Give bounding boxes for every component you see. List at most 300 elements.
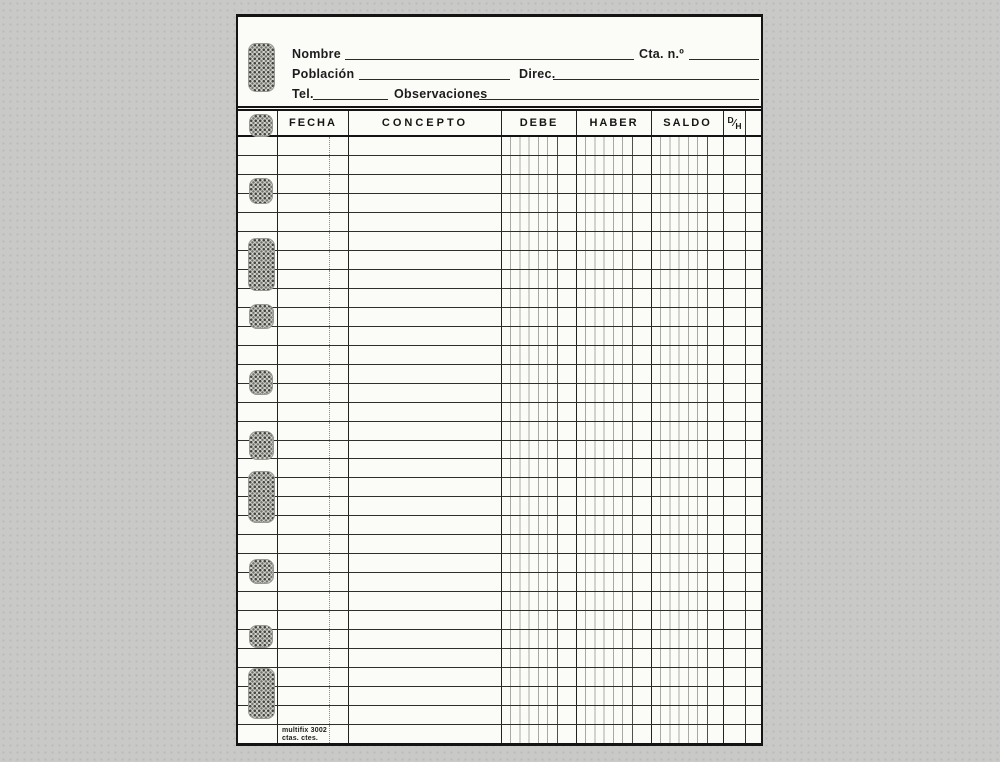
dh-cell bbox=[724, 573, 746, 591]
fecha-month-cell bbox=[330, 137, 349, 155]
observaciones-label: Observaciones bbox=[394, 87, 488, 101]
right-margin-cell bbox=[746, 668, 761, 686]
fecha-day-cell bbox=[278, 497, 330, 515]
saldo-cell bbox=[652, 270, 724, 288]
fecha-month-cell bbox=[330, 611, 349, 629]
debe-cell bbox=[502, 592, 577, 610]
haber-cell bbox=[577, 289, 652, 307]
dh-cell bbox=[724, 289, 746, 307]
fecha-day-cell bbox=[278, 649, 330, 667]
ledger-header-row bbox=[238, 106, 761, 137]
concepto-cell bbox=[349, 649, 502, 667]
cta-num-label: Cta. n.º bbox=[639, 47, 685, 61]
fecha-day-cell bbox=[278, 137, 330, 155]
fecha-day-cell bbox=[278, 554, 330, 572]
saldo-cell bbox=[652, 592, 724, 610]
dh-d-label: D bbox=[727, 115, 734, 125]
saldo-cell bbox=[652, 497, 724, 515]
debe-cell bbox=[502, 346, 577, 364]
fecha-month-cell bbox=[330, 725, 349, 743]
saldo-cell bbox=[652, 194, 724, 212]
punch-hole-icon bbox=[248, 668, 275, 719]
concepto-cell bbox=[349, 554, 502, 572]
fecha-month-cell bbox=[330, 251, 349, 269]
cta-num-line bbox=[689, 47, 759, 60]
dh-cell bbox=[724, 137, 746, 155]
debe-cell bbox=[502, 649, 577, 667]
ledger-sheet bbox=[236, 14, 763, 746]
punch-hole-icon bbox=[249, 559, 274, 584]
saldo-cell bbox=[652, 137, 724, 155]
debe-cell bbox=[502, 668, 577, 686]
haber-cell bbox=[577, 308, 652, 326]
ledger-row bbox=[238, 422, 761, 441]
concepto-cell bbox=[349, 327, 502, 345]
concepto-column-header: CONCEPTO bbox=[349, 111, 502, 135]
concepto-cell bbox=[349, 384, 502, 402]
fecha-day-cell bbox=[278, 516, 330, 534]
punch-hole-icon bbox=[248, 43, 275, 92]
debe-column-header: DEBE bbox=[502, 111, 577, 135]
fecha-month-cell bbox=[330, 156, 349, 174]
right-margin-cell bbox=[746, 649, 761, 667]
haber-cell bbox=[577, 573, 652, 591]
right-margin-cell bbox=[746, 706, 761, 724]
fecha-month-cell bbox=[330, 270, 349, 288]
saldo-cell bbox=[652, 649, 724, 667]
concepto-cell bbox=[349, 422, 502, 440]
haber-cell bbox=[577, 668, 652, 686]
saldo-cell bbox=[652, 365, 724, 383]
saldo-cell bbox=[652, 289, 724, 307]
haber-cell bbox=[577, 459, 652, 477]
punch-hole-icon bbox=[248, 238, 275, 291]
saldo-column-header: SALDO bbox=[652, 111, 724, 135]
right-margin-cell bbox=[746, 403, 761, 421]
dh-cell bbox=[724, 175, 746, 193]
dh-cell bbox=[724, 535, 746, 553]
ledger-row bbox=[238, 649, 761, 668]
ledger-row bbox=[238, 687, 761, 706]
fecha-day-cell bbox=[278, 308, 330, 326]
saldo-cell bbox=[652, 630, 724, 648]
ledger-row bbox=[238, 365, 761, 384]
concepto-cell bbox=[349, 668, 502, 686]
saldo-cell bbox=[652, 441, 724, 459]
debe-cell bbox=[502, 630, 577, 648]
ledger-row bbox=[238, 213, 761, 232]
fecha-month-cell bbox=[330, 194, 349, 212]
debe-cell bbox=[502, 232, 577, 250]
dh-cell bbox=[724, 403, 746, 421]
haber-cell bbox=[577, 725, 652, 743]
fecha-column-header: FECHA bbox=[278, 111, 349, 135]
hole-margin-cell bbox=[238, 327, 278, 345]
dh-cell bbox=[724, 668, 746, 686]
form-model-type: ctas. ctes. bbox=[282, 735, 319, 743]
debe-cell bbox=[502, 175, 577, 193]
form-reference-note bbox=[278, 725, 330, 743]
right-margin-cell bbox=[746, 251, 761, 269]
ledger-row bbox=[238, 630, 761, 649]
concepto-cell bbox=[349, 137, 502, 155]
dh-cell bbox=[724, 327, 746, 345]
concepto-cell bbox=[349, 156, 502, 174]
fecha-day-cell bbox=[278, 422, 330, 440]
haber-cell bbox=[577, 611, 652, 629]
haber-cell bbox=[577, 137, 652, 155]
concepto-cell bbox=[349, 630, 502, 648]
ledger-row bbox=[238, 459, 761, 478]
fecha-day-cell bbox=[278, 384, 330, 402]
concepto-cell bbox=[349, 175, 502, 193]
fecha-day-cell bbox=[278, 668, 330, 686]
fecha-month-cell bbox=[330, 327, 349, 345]
debe-cell bbox=[502, 365, 577, 383]
fecha-month-cell bbox=[330, 668, 349, 686]
hole-margin-cell bbox=[238, 403, 278, 421]
fecha-day-cell bbox=[278, 194, 330, 212]
concepto-cell bbox=[349, 213, 502, 231]
hole-margin-cell bbox=[238, 535, 278, 553]
concepto-cell bbox=[349, 194, 502, 212]
saldo-cell bbox=[652, 251, 724, 269]
fecha-day-cell bbox=[278, 251, 330, 269]
haber-cell bbox=[577, 327, 652, 345]
dh-cell bbox=[724, 611, 746, 629]
poblacion-label: Población bbox=[292, 67, 355, 81]
debe-cell bbox=[502, 725, 577, 743]
haber-cell bbox=[577, 213, 652, 231]
ledger-row bbox=[238, 403, 761, 422]
right-margin-cell bbox=[746, 441, 761, 459]
fecha-day-cell bbox=[278, 478, 330, 496]
debe-cell bbox=[502, 422, 577, 440]
form-model-number: multifix 3002 bbox=[282, 727, 328, 735]
dh-cell bbox=[724, 706, 746, 724]
saldo-cell bbox=[652, 725, 724, 743]
dh-cell bbox=[724, 441, 746, 459]
hole-margin-cell bbox=[238, 346, 278, 364]
haber-cell bbox=[577, 251, 652, 269]
saldo-cell bbox=[652, 611, 724, 629]
right-margin-cell bbox=[746, 213, 761, 231]
concepto-cell bbox=[349, 403, 502, 421]
debe-cell bbox=[502, 194, 577, 212]
right-margin-cell bbox=[746, 516, 761, 534]
ledger-row bbox=[238, 384, 761, 403]
concepto-cell bbox=[349, 232, 502, 250]
saldo-cell bbox=[652, 175, 724, 193]
ledger-row bbox=[238, 497, 761, 516]
debe-cell bbox=[502, 573, 577, 591]
concepto-cell bbox=[349, 308, 502, 326]
ledger-row bbox=[238, 516, 761, 535]
ledger-row bbox=[238, 308, 761, 327]
dh-cell bbox=[724, 365, 746, 383]
concepto-cell bbox=[349, 289, 502, 307]
saldo-cell bbox=[652, 213, 724, 231]
dh-slash: ⁄ bbox=[733, 117, 736, 129]
debe-cell bbox=[502, 441, 577, 459]
concepto-cell bbox=[349, 441, 502, 459]
haber-cell bbox=[577, 592, 652, 610]
concepto-cell bbox=[349, 478, 502, 496]
hole-margin-cell bbox=[238, 137, 278, 155]
fecha-day-cell bbox=[278, 611, 330, 629]
fecha-month-cell bbox=[330, 232, 349, 250]
ledger-row bbox=[238, 289, 761, 308]
ledger-body bbox=[238, 137, 761, 743]
dh-cell bbox=[724, 649, 746, 667]
concepto-cell bbox=[349, 725, 502, 743]
saldo-cell bbox=[652, 384, 724, 402]
saldo-cell bbox=[652, 573, 724, 591]
haber-cell bbox=[577, 630, 652, 648]
debe-cell bbox=[502, 156, 577, 174]
punch-hole-icon bbox=[248, 471, 275, 523]
dh-h-label: H bbox=[735, 121, 742, 131]
right-margin-cell bbox=[746, 687, 761, 705]
right-margin-cell bbox=[746, 535, 761, 553]
fecha-month-cell bbox=[330, 535, 349, 553]
fecha-day-cell bbox=[278, 270, 330, 288]
ledger-row bbox=[238, 478, 761, 497]
debe-cell bbox=[502, 137, 577, 155]
concepto-cell bbox=[349, 459, 502, 477]
haber-cell bbox=[577, 232, 652, 250]
right-margin-cell bbox=[746, 232, 761, 250]
dh-cell bbox=[724, 384, 746, 402]
fecha-month-cell bbox=[330, 630, 349, 648]
debe-cell bbox=[502, 478, 577, 496]
haber-cell bbox=[577, 554, 652, 572]
saldo-cell bbox=[652, 232, 724, 250]
fecha-day-cell bbox=[278, 156, 330, 174]
ledger-row bbox=[238, 232, 761, 251]
right-margin-cell bbox=[746, 611, 761, 629]
tel-line bbox=[313, 87, 388, 100]
debe-cell bbox=[502, 459, 577, 477]
debe-cell bbox=[502, 251, 577, 269]
debe-cell bbox=[502, 497, 577, 515]
poblacion-line bbox=[359, 67, 510, 80]
right-margin-cell bbox=[746, 137, 761, 155]
fecha-day-cell bbox=[278, 232, 330, 250]
dh-cell bbox=[724, 422, 746, 440]
haber-cell bbox=[577, 422, 652, 440]
dh-cell bbox=[724, 156, 746, 174]
fecha-month-cell bbox=[330, 649, 349, 667]
concepto-cell bbox=[349, 365, 502, 383]
ledger-row bbox=[238, 535, 761, 554]
debe-cell bbox=[502, 554, 577, 572]
concepto-cell bbox=[349, 535, 502, 553]
fecha-day-cell bbox=[278, 687, 330, 705]
dh-cell bbox=[724, 687, 746, 705]
hole-margin-cell bbox=[238, 649, 278, 667]
right-margin-cell bbox=[746, 327, 761, 345]
debe-cell bbox=[502, 706, 577, 724]
dh-cell bbox=[724, 592, 746, 610]
fecha-day-cell bbox=[278, 346, 330, 364]
debe-cell bbox=[502, 403, 577, 421]
fecha-month-cell bbox=[330, 706, 349, 724]
concepto-cell bbox=[349, 573, 502, 591]
dh-cell bbox=[724, 459, 746, 477]
concepto-cell bbox=[349, 516, 502, 534]
concepto-cell bbox=[349, 687, 502, 705]
dh-cell bbox=[724, 251, 746, 269]
haber-cell bbox=[577, 365, 652, 383]
dh-cell bbox=[724, 194, 746, 212]
fecha-month-cell bbox=[330, 403, 349, 421]
observaciones-line bbox=[479, 87, 759, 100]
right-margin-cell bbox=[746, 459, 761, 477]
right-margin-cell bbox=[746, 270, 761, 288]
saldo-cell bbox=[652, 516, 724, 534]
haber-cell bbox=[577, 346, 652, 364]
haber-cell bbox=[577, 270, 652, 288]
saldo-cell bbox=[652, 403, 724, 421]
direc-label: Direc. bbox=[519, 67, 556, 81]
hole-margin-cell bbox=[238, 725, 278, 743]
right-margin-cell bbox=[746, 365, 761, 383]
right-margin-cell bbox=[746, 384, 761, 402]
nombre-line bbox=[345, 47, 634, 60]
ledger-row bbox=[238, 194, 761, 213]
punch-hole-icon bbox=[249, 625, 273, 648]
dh-cell bbox=[724, 497, 746, 515]
haber-cell bbox=[577, 497, 652, 515]
fecha-month-cell bbox=[330, 289, 349, 307]
haber-cell bbox=[577, 706, 652, 724]
right-margin-cell bbox=[746, 175, 761, 193]
right-margin-cell bbox=[746, 308, 761, 326]
haber-cell bbox=[577, 649, 652, 667]
dh-cell bbox=[724, 213, 746, 231]
dh-cell bbox=[724, 308, 746, 326]
footer-row bbox=[238, 725, 761, 743]
fecha-day-cell bbox=[278, 592, 330, 610]
debe-cell bbox=[502, 213, 577, 231]
debe-cell bbox=[502, 535, 577, 553]
concepto-cell bbox=[349, 251, 502, 269]
fecha-month-cell bbox=[330, 384, 349, 402]
dh-cell bbox=[724, 346, 746, 364]
haber-cell bbox=[577, 535, 652, 553]
fecha-day-cell bbox=[278, 327, 330, 345]
ledger-row bbox=[238, 441, 761, 460]
saldo-cell bbox=[652, 156, 724, 174]
haber-cell bbox=[577, 441, 652, 459]
fecha-month-cell bbox=[330, 573, 349, 591]
haber-cell bbox=[577, 478, 652, 496]
right-margin-cell bbox=[746, 422, 761, 440]
fecha-day-cell bbox=[278, 365, 330, 383]
ledger-row bbox=[238, 251, 761, 270]
right-margin-cell bbox=[746, 194, 761, 212]
debe-haber-flag-column-header bbox=[724, 111, 746, 135]
fecha-month-cell bbox=[330, 441, 349, 459]
hole-margin-cell bbox=[238, 592, 278, 610]
haber-cell bbox=[577, 384, 652, 402]
fecha-day-cell bbox=[278, 441, 330, 459]
right-margin-cell bbox=[746, 346, 761, 364]
debe-cell bbox=[502, 384, 577, 402]
haber-cell bbox=[577, 516, 652, 534]
right-margin-header-cell bbox=[746, 111, 761, 135]
debe-cell bbox=[502, 308, 577, 326]
ledger-row bbox=[238, 270, 761, 289]
dh-cell bbox=[724, 478, 746, 496]
hole-margin-cell bbox=[238, 213, 278, 231]
fecha-month-cell bbox=[330, 497, 349, 515]
dh-cell bbox=[724, 232, 746, 250]
ledger-row bbox=[238, 175, 761, 194]
punch-hole-icon bbox=[249, 114, 273, 137]
ledger-row bbox=[238, 592, 761, 611]
fecha-month-cell bbox=[330, 554, 349, 572]
saldo-cell bbox=[652, 308, 724, 326]
direc-line bbox=[553, 67, 759, 80]
ledger-row bbox=[238, 137, 761, 156]
haber-cell bbox=[577, 175, 652, 193]
fecha-day-cell bbox=[278, 573, 330, 591]
fecha-day-cell bbox=[278, 403, 330, 421]
concepto-cell bbox=[349, 497, 502, 515]
fecha-day-cell bbox=[278, 213, 330, 231]
dh-cell bbox=[724, 630, 746, 648]
saldo-cell bbox=[652, 422, 724, 440]
debe-cell bbox=[502, 611, 577, 629]
fecha-day-cell bbox=[278, 459, 330, 477]
fecha-month-cell bbox=[330, 308, 349, 326]
punch-hole-icon bbox=[249, 304, 274, 329]
right-margin-cell bbox=[746, 497, 761, 515]
fecha-month-cell bbox=[330, 346, 349, 364]
ledger-row bbox=[238, 156, 761, 175]
haber-cell bbox=[577, 194, 652, 212]
punch-hole-icon bbox=[249, 370, 273, 395]
fecha-month-cell bbox=[330, 459, 349, 477]
punch-hole-icon bbox=[249, 431, 274, 460]
saldo-cell bbox=[652, 668, 724, 686]
tel-label: Tel. bbox=[292, 87, 314, 101]
ledger-row bbox=[238, 668, 761, 687]
saldo-cell bbox=[652, 346, 724, 364]
saldo-cell bbox=[652, 554, 724, 572]
fecha-day-cell bbox=[278, 535, 330, 553]
fecha-month-cell bbox=[330, 687, 349, 705]
right-margin-cell bbox=[746, 554, 761, 572]
haber-cell bbox=[577, 687, 652, 705]
saldo-cell bbox=[652, 687, 724, 705]
ledger-row bbox=[238, 327, 761, 346]
fecha-month-cell bbox=[330, 516, 349, 534]
debe-cell bbox=[502, 516, 577, 534]
dh-cell bbox=[724, 270, 746, 288]
fecha-day-cell bbox=[278, 630, 330, 648]
nombre-label: Nombre bbox=[292, 47, 342, 61]
concepto-cell bbox=[349, 346, 502, 364]
haber-cell bbox=[577, 403, 652, 421]
fecha-month-cell bbox=[330, 213, 349, 231]
debe-cell bbox=[502, 327, 577, 345]
dh-cell bbox=[724, 554, 746, 572]
debe-cell bbox=[502, 687, 577, 705]
fecha-day-cell bbox=[278, 706, 330, 724]
